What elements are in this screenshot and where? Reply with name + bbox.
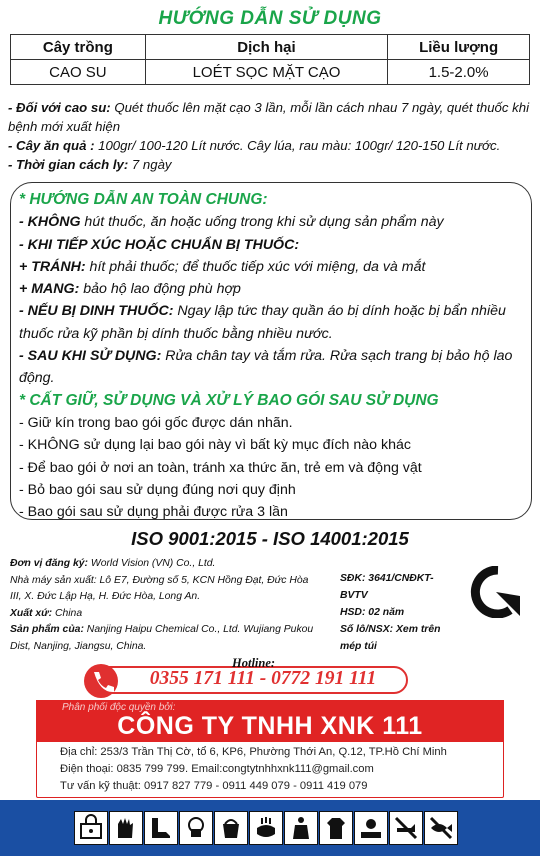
- manufacturer: Sản phẩm của: Nanjing Haipu Chemical Co., Ltd. Wujiang Pukou Dist, Nanjing, Jiangsu, China.: [10, 624, 314, 652]
- table-row: [11, 60, 530, 85]
- safety-heading: * HƯỚNG DẪN AN TOÀN CHUNG:: [19, 191, 268, 208]
- instruction-item: - Thời gian cách ly: 7 ngày: [8, 157, 172, 172]
- header-dosage: Liều lượng: [388, 35, 530, 60]
- gloves-icon: [109, 811, 143, 845]
- no-fish-icon: [424, 811, 458, 845]
- safety-line: - SAU KHI SỬ DỤNG: Rửa chân tay và tắm rửa. Rửa sạch trang bị bảo hộ lao động.: [19, 348, 513, 387]
- storage-line: - Bao gói sau sử dụng phải được rửa 3 lần: [19, 504, 288, 521]
- hsd-code: HSD: 02 năm: [340, 607, 405, 618]
- cell-dosage: 1.5-2.0%: [388, 60, 530, 85]
- safety-line: - NẾU BỊ DINH THUỐC: Ngay lập tức thay quần áo bị dính hoặc bị bẩn nhiều thuốc rửa kỹ phần bị dính thuốc bằng nhiều nước.: [19, 303, 506, 342]
- distributor-label: Phân phối độc quyền bởi:: [62, 702, 176, 713]
- boots-icon: [144, 811, 178, 845]
- safety-line: - KHI TIẾP XÚC HOẶC CHUẨN BỊ THUỐC:: [19, 236, 300, 253]
- safety-line: + MANG: bảo hộ lao động phù hợp: [19, 281, 241, 298]
- pictogram-row: [74, 811, 466, 847]
- wash-hands-icon: [249, 811, 283, 845]
- storage-line: - Bỏ bao gói sau sử dụng đúng nơi quy định: [19, 481, 296, 498]
- registrant: Đơn vị đăng ký: World Vision (VN) Co., Ltd.: [10, 558, 216, 569]
- wash-bucket-icon: [214, 811, 248, 845]
- instructions: [8, 98, 534, 174]
- table-header-row: [11, 35, 530, 60]
- sdk-code: SĐK: 3641/CNĐKT-BVTV: [340, 573, 434, 601]
- storage-heading: * CẤT GIỮ, SỬ DỤNG VÀ XỬ LÝ BAO GÓI SAU SỬ DỤNG: [19, 391, 439, 409]
- storage-line: - KHÔNG sử dụng lại bao gói này vì bất kỳ mục đích nào khác: [19, 437, 411, 454]
- iso-certification: ISO 9001:2015 - ISO 14001:2015: [131, 528, 409, 549]
- registration-info: [10, 556, 320, 655]
- cell-pest: LOÉT SỌC MẶT CẠO: [145, 60, 387, 85]
- company-tech-support: Tư vấn kỹ thuật: 0917 827 779 - 0911 449 079 - 0911 419 079: [60, 780, 368, 792]
- cell-crop: CAO SU: [11, 60, 146, 85]
- coat-icon: [319, 811, 353, 845]
- codes-info: [340, 570, 460, 655]
- factory: Nhà máy sản xuất: Lô E7, Đường số 5, KCN Hồng Đạt, Đức Hòa III, X. Đức Lập Hạ, H. Đức Hòa, Long An.: [10, 574, 309, 602]
- instruction-item: - Cây ăn quả : 100gr/ 100-120 Lít nước. Cây lúa, rau màu: 100gr/ 120-150 Lít nước.: [8, 138, 501, 153]
- apron-icon: [284, 811, 318, 845]
- company-name: CÔNG TY TNHH XNK 111: [117, 712, 423, 740]
- usage-table: [10, 34, 530, 85]
- safety-box: [10, 182, 532, 520]
- quality-mark-icon: [470, 566, 526, 618]
- mask-icon: [179, 811, 213, 845]
- storage-line: - Để bao gói ở nơi an toàn, tránh xa thức ăn, trẻ em và động vật: [19, 459, 422, 476]
- lot-code: Số lô/NSX: Xem trên mép túi: [340, 624, 441, 652]
- store-locked-icon: [74, 811, 108, 845]
- company-phone: Điện thoại: 0835 799 799. Email:congtytnhhxnk111@gmail.com: [60, 763, 374, 775]
- instruction-item: - Đối với cao su: Quét thuốc lên mặt cạo 3 lần, mỗi lần cách nhau 7 ngày, quét thuốc khi bệnh mới xuất hiện: [8, 100, 530, 134]
- header-pest: Dịch hại: [145, 35, 387, 60]
- hotline-label: Hotline:: [232, 656, 276, 670]
- hotline-number[interactable]: 0355 171 111 - 0772 191 111: [149, 668, 377, 689]
- company-contact: [60, 744, 500, 795]
- company-address: Địa chỉ: 253/3 Trần Thị Cờ, tổ 6, KP6, Phường Thới An, Q.12, TP.Hồ Chí Minh: [60, 746, 447, 758]
- safety-line: - KHÔNG hút thuốc, ăn hoặc uống trong khi sử dụng sản phẩm này: [19, 214, 444, 231]
- origin: Xuất xứ: China: [10, 607, 83, 619]
- storage-line: - Giữ kín trong bao gói gốc được dán nhãn.: [19, 414, 293, 431]
- wash-icon: [354, 811, 388, 845]
- safety-line: + TRÁNH: hít phải thuốc; để thuốc tiếp xúc với miệng, da và mắt: [19, 258, 426, 275]
- no-livestock-icon: [389, 811, 423, 845]
- page-title: HƯỚNG DẪN SỬ DỤNG: [158, 8, 382, 29]
- header-crop: Cây trồng: [11, 35, 146, 60]
